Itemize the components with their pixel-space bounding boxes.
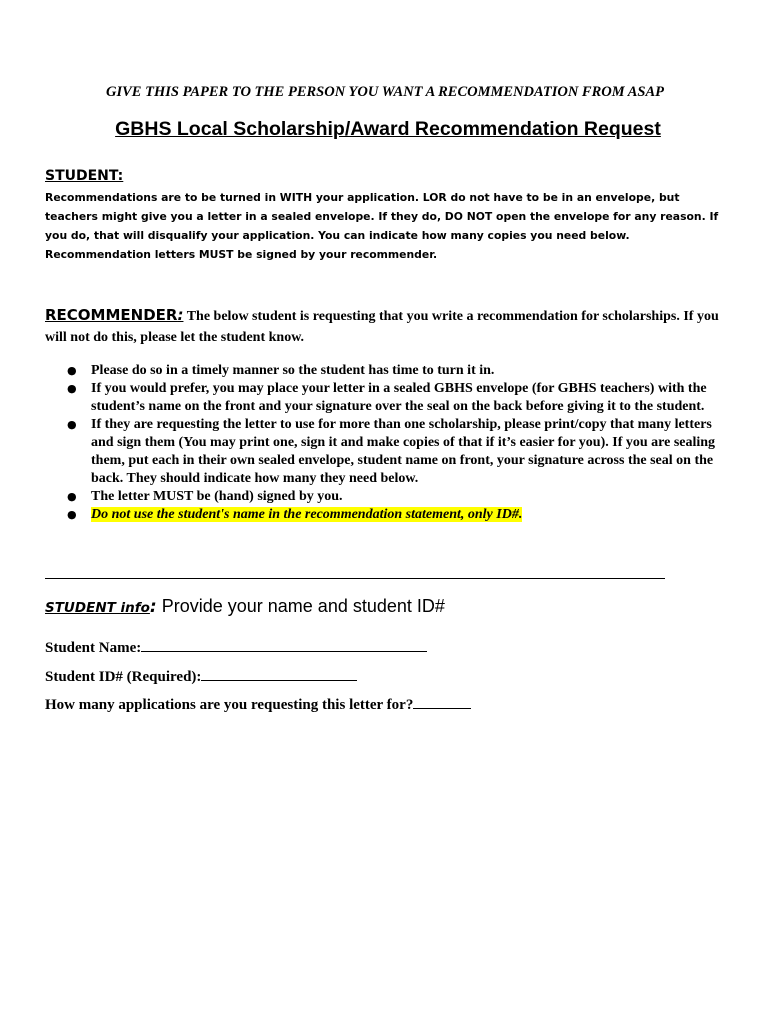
list-item: ● If you would prefer, you may place your letter in a sealed GBHS envelope (for GBHS teachers) with the student’s name on the front and your signature over the seal on the back before giving it to the student. [67, 381, 707, 414]
student-name-blank[interactable] [141, 637, 427, 652]
application-count-field [45, 694, 471, 714]
student-name-field [45, 637, 427, 657]
application-count-label: How many applications are you requesting this letter for? [45, 697, 414, 713]
student-info-prompt: Provide your name and student ID# [156, 596, 445, 616]
bullet-icon: ● [67, 382, 77, 395]
student-info-heading: STUDENT info: Provide your name and student ID# [45, 596, 445, 617]
student-info-label: STUDENT info [45, 600, 150, 616]
recommender-heading: RECOMMENDER: [45, 306, 184, 324]
list-item: ● If they are requesting the letter to use for more than one scholarship, please print/copy that many letters and sign them (You may print one, sign it and make copies of that if it’s easier for you). If you are sealing them, put each in their own sealed envelope, student name on front, your signature across the seal on the back. They should indicate how many they need below. [67, 417, 716, 486]
student-id-label: Student ID# (Required): [45, 669, 202, 685]
bullet-icon: ● [67, 418, 77, 431]
student-heading: STUDENT: [45, 168, 124, 184]
student-id-blank[interactable] [201, 666, 357, 681]
list-item-highlighted [62, 506, 732, 524]
bullet-icon: ● [67, 490, 77, 503]
recommender-intro-text: The below student is requesting that you write a recommendation for scholarships. If you will not do this, please let the student know. [45, 309, 719, 345]
section-divider [45, 578, 665, 579]
list-item: ● The letter MUST be (hand) signed by you. [67, 489, 343, 504]
student-name-label: Student Name: [45, 640, 142, 656]
document-title: GBHS Local Scholarship/Award Recommendation Request [115, 118, 661, 140]
recommender-intro [45, 305, 735, 348]
highlighted-warning: Do not use the student's name in the recommendation statement, only ID#. [91, 507, 523, 522]
list-item: ● Please do so in a timely manner so the student has time to turn it in. [67, 363, 495, 378]
top-instruction: GIVE THIS PAPER TO THE PERSON YOU WANT A RECOMMENDATION FROM ASAP [106, 84, 664, 100]
bullet-icon: ● [67, 508, 77, 521]
recommender-bullet-list [62, 362, 732, 524]
student-instructions: Recommendations are to be turned in WITH your application. LOR do not have to be in an envelope, but teachers might give you a letter in a sealed envelope. If they do, DO NOT open the envelope for any reason. If you do, that will disqualify your application. You can indicate how many copies you need below. Recommendation letters MUST be signed by your recommender. [45, 191, 719, 261]
bullet-icon: ● [67, 364, 77, 377]
application-count-blank[interactable] [413, 694, 471, 709]
student-id-field [45, 666, 357, 686]
